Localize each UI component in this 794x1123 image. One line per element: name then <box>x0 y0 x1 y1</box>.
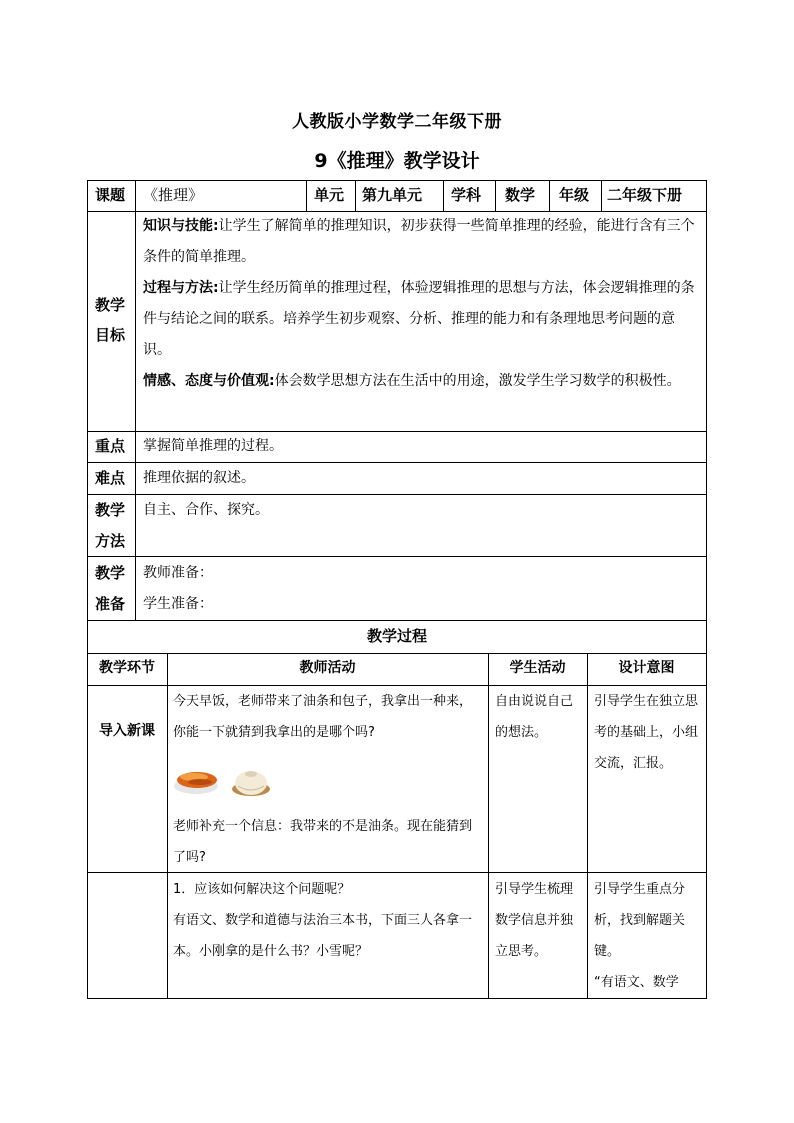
design-intent-2: 引导学生重点分析，找到解题关键。 “有语文、数学 <box>594 882 686 990</box>
doc-subtitle: 9《推理》教学设计 <box>314 150 480 172</box>
student-activity-1: 自由说说自己的想法。 <box>495 694 574 740</box>
goal-process: 过程与方法:让学生经历简单的推理过程，体验逻辑推理的思想与方法，体会逻辑推理的条件与结论之间的联系。培养学生初步观察、分析、推理的能力和有条理地思考问题的意识。 <box>143 280 695 358</box>
doc-title: 人教版小学数学二年级下册 <box>292 112 502 132</box>
process-title: 教学过程 <box>366 627 427 645</box>
design-intent-1: 引导学生在独立思考的基础上，小组交流，汇报。 <box>594 694 699 771</box>
goal-knowledge: 知识与技能:让学生了解简单的推理知识，初步获得一些简单推理的经验，能进行含有三个条件的简单推理。 <box>143 218 695 265</box>
unit-label: 单元 <box>314 186 345 204</box>
prep-teacher: 教师准备： <box>143 565 213 581</box>
grade-label: 年级 <box>559 186 590 204</box>
youtiao-image <box>174 772 218 794</box>
method-text: 自主、合作、探究。 <box>143 502 269 518</box>
teacher-activity-1: 今天早饭，老师带来了油条和包子，我拿出一种来，你能一下就猜到我拿出的是哪个吗? <box>173 694 473 740</box>
baozi-image <box>232 771 270 796</box>
col-design: 设计意图 <box>618 660 675 676</box>
food-images <box>172 764 272 798</box>
prep-label: 教学准备 <box>95 564 126 613</box>
goals-label: 教学目标 <box>95 296 126 344</box>
prep-student: 学生准备： <box>143 596 213 612</box>
key-point-label: 重点 <box>95 437 126 455</box>
difficulty-label: 难点 <box>95 469 126 487</box>
unit-value: 第九单元 <box>362 186 423 204</box>
goal-attitude: 情感、态度与价值观:体会数学思想方法在生活中的用途，激发学生学习数学的积极性。 <box>143 373 681 389</box>
topic-value: 《推理》 <box>143 186 204 204</box>
col-student: 学生活动 <box>509 660 566 676</box>
stage-intro: 导入新课 <box>99 723 155 739</box>
teacher-activity-2: 1．应该如何解决这个问题呢？ 有语文、数学和道德与法治三本书，下面三人各拿一本。小刚拿的是什么书？小雪呢？ <box>173 882 473 959</box>
subject-label: 学科 <box>451 186 482 204</box>
col-stage: 教学环节 <box>99 660 155 676</box>
goals-content <box>143 211 701 397</box>
student-activity-2: 引导学生梳理数学信息并独立思考。 <box>495 882 574 959</box>
subject-value: 数学 <box>505 186 536 204</box>
method-label: 教学方法 <box>95 501 126 550</box>
topic-label: 课题 <box>95 186 126 204</box>
difficulty-text: 推理依据的叙述。 <box>143 470 255 486</box>
key-point-text: 掌握简单推理的过程。 <box>143 438 283 454</box>
col-teacher: 教师活动 <box>299 660 356 676</box>
grade-value: 二年级下册 <box>607 186 683 204</box>
teacher-activity-1-extra: 老师补充一个信息：我带来的不是油条。现在能猜到了吗? <box>173 819 473 865</box>
